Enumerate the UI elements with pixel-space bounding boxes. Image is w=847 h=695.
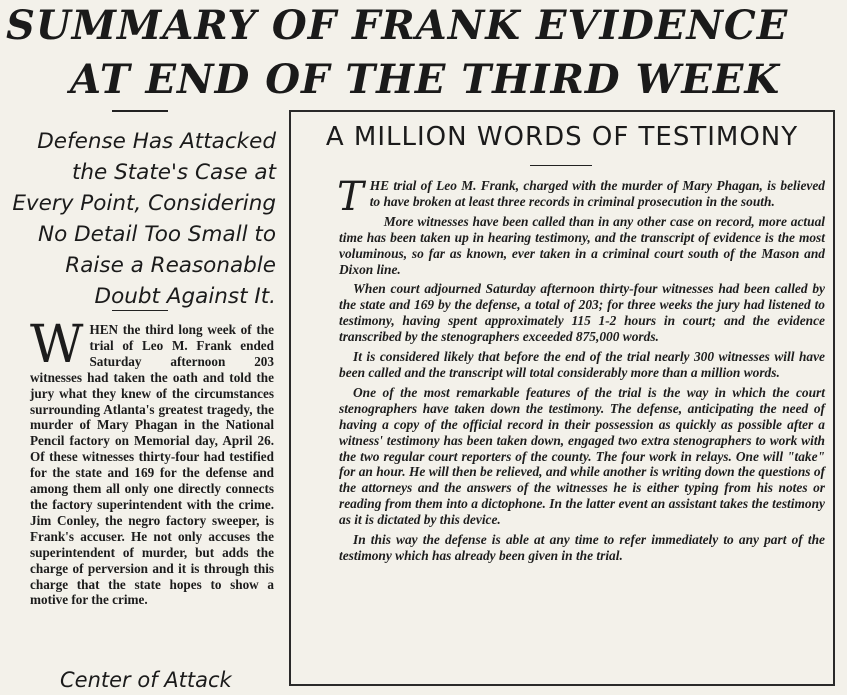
box-paragraph-3: When court adjourned Saturday afternoon thirty-four witnesses had been called by the state and 169 by the defense, a total of 203; for three weeks the jury had listened to testimony, having spent approximately 115 1-2 hours in court; and the evidence transcribed by the stenographers exceeded 875,000 words. <box>339 281 825 345</box>
box-paragraph-5: One of the most remarkable features of the trial is the way in which the court stenographers have taken down the testimony. The defense, anticipating the need of having a copy of the official record in their possession as quickly as possible after a witness' testimony has been taken down, engaged two extra stenographers to work with the two regular court reporters of the county. The four work in relays. One will "take" for an hour. He will then be relieved, and while another is writing down the questions of the attorneys and the answers of the witnesses he is either typing from his notes or reading from them into a dictophone. In the latter event an assistant takes the testimony as it is dictated by this device. <box>339 384 825 528</box>
box-title-rule <box>530 165 592 166</box>
deck-subheadline: Defense Has Attacked the State's Case at Every Point, Considering No Detail Too Small to Raise a Reasonable Doubt Against It. <box>12 129 276 309</box>
box-paragraph-1-text: HE trial of Leo M. Frank, charged with the murder of Mary Phagan, is believed to have broken at least three records in criminal prosecution in the south. <box>369 178 825 209</box>
box-dropcap: T <box>337 174 364 220</box>
testimony-box-body <box>337 174 825 568</box>
box-paragraph-1 <box>337 174 825 220</box>
headline-line-2: AT END OF THE THIRD WEEK <box>70 56 781 103</box>
left-article-dropcap: W <box>30 315 84 375</box>
testimony-box-title: A MILLION WORDS OF TESTIMONY <box>325 122 799 152</box>
deck-rule <box>112 310 168 311</box>
headline-rule <box>112 110 168 112</box>
left-article-text: HEN the third long week of the trial of Leo M. Frank ended Saturday afternoon 203 witnesses had taken the oath and told the jury what they knew of the circumstances surrounding Atlanta's greatest tragedy, the murder of Mary Phagan in the National Pencil factory on Memorial day, April 26. Of these witnesses thirty-four had testified for the state and 169 for the defense and among them all only one directly connects the factory superintendent with the crime. Jim Conley, the negro factory sweeper, is Frank's accuser. He not only accuses the superintendent of murder, but adds the charge of perversion and it is through this charge that the state hopes to show a motive for the crime. <box>30 322 274 608</box>
left-article <box>30 315 274 608</box>
headline-line-1: SUMMARY OF FRANK EVIDENCE <box>6 2 789 49</box>
box-paragraph-4: It is considered likely that before the end of the trial nearly 300 witnesses will have been called and the transcript will total considerably more than a million words. <box>339 349 825 380</box>
box-paragraph-6: In this way the defense is able at any time to refer immediately to any part of the testimony which has already been given in the trial. <box>339 532 825 563</box>
box-paragraph-2: More witnesses have been called than in any other case on record, more actual time has been taken up in hearing testimony, and the transcript of evidence is the most voluminous, so far as known, ever taken in a criminal court south of the Mason and Dixon line. <box>339 213 825 277</box>
center-of-attack-subhead: Center of Attack <box>60 668 232 692</box>
